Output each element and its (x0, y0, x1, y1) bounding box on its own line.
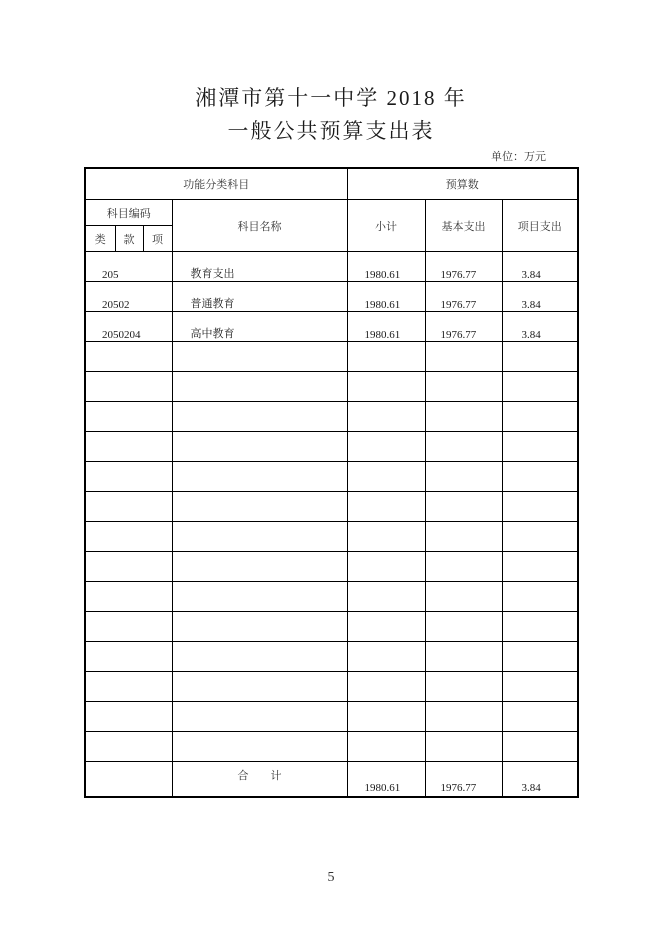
cell-name: 普通教育 (172, 282, 347, 312)
empty-cell (85, 522, 172, 552)
empty-cell (425, 582, 502, 612)
page-number: 5 (327, 870, 335, 885)
cell-code: 205 (85, 252, 172, 282)
empty-cell (347, 372, 425, 402)
empty-cell (347, 732, 425, 762)
empty-cell (85, 492, 172, 522)
header-code-item: 项 (143, 226, 172, 252)
cell-project: 3.84 (502, 312, 578, 342)
empty-row (85, 642, 578, 672)
empty-row (85, 582, 578, 612)
empty-cell (425, 552, 502, 582)
empty-cell (172, 462, 347, 492)
empty-cell (425, 702, 502, 732)
empty-cell (172, 372, 347, 402)
empty-cell (85, 552, 172, 582)
empty-cell (502, 582, 578, 612)
empty-row (85, 732, 578, 762)
empty-cell (425, 372, 502, 402)
empty-cell (502, 492, 578, 522)
budget-expenditure-table (84, 167, 579, 798)
total-project: 3.84 (502, 762, 578, 798)
empty-cell (85, 702, 172, 732)
empty-cell (347, 582, 425, 612)
empty-row (85, 372, 578, 402)
cell-basic: 1976.77 (425, 252, 502, 282)
empty-cell (347, 642, 425, 672)
empty-cell (172, 642, 347, 672)
document-title: 湘潭市第十一中学 2018 年 (195, 86, 467, 110)
empty-cell (85, 402, 172, 432)
empty-row (85, 462, 578, 492)
empty-cell (425, 492, 502, 522)
empty-cell (85, 342, 172, 372)
empty-cell (502, 642, 578, 672)
empty-row (85, 432, 578, 462)
cell-name: 高中教育 (172, 312, 347, 342)
empty-row (85, 402, 578, 432)
empty-cell (347, 462, 425, 492)
empty-cell (347, 522, 425, 552)
empty-cell (172, 522, 347, 552)
cell-project: 3.84 (502, 252, 578, 282)
empty-cell (425, 402, 502, 432)
empty-cell (502, 372, 578, 402)
total-subtotal: 1980.61 (347, 762, 425, 798)
empty-cell (502, 552, 578, 582)
empty-cell (85, 432, 172, 462)
empty-cell (347, 612, 425, 642)
empty-cell (425, 672, 502, 702)
empty-cell (502, 672, 578, 702)
total-basic: 1976.77 (425, 762, 502, 798)
empty-cell (172, 552, 347, 582)
empty-cell (502, 402, 578, 432)
header-project-expenditure: 项目支出 (502, 200, 578, 252)
empty-cell (172, 432, 347, 462)
empty-cell (172, 492, 347, 522)
header-code-class: 类 (85, 226, 115, 252)
empty-cell (425, 432, 502, 462)
empty-cell (425, 522, 502, 552)
cell-code: 20502 (85, 282, 172, 312)
empty-cell (425, 732, 502, 762)
empty-cell (502, 462, 578, 492)
empty-cell (172, 702, 347, 732)
empty-row (85, 522, 578, 552)
cell-project: 3.84 (502, 282, 578, 312)
empty-cell (347, 702, 425, 732)
empty-cell (172, 402, 347, 432)
cell-subtotal: 1980.61 (347, 312, 425, 342)
cell-basic: 1976.77 (425, 312, 502, 342)
table-row (85, 312, 578, 342)
total-label: 合 计 (172, 762, 347, 798)
total-code-cell (85, 762, 172, 798)
empty-cell (502, 702, 578, 732)
header-subject-name: 科目名称 (172, 200, 347, 252)
empty-cell (502, 432, 578, 462)
header-subtotal: 小计 (347, 200, 425, 252)
header-row-1 (85, 168, 578, 200)
empty-cell (85, 642, 172, 672)
cell-code: 2050204 (85, 312, 172, 342)
empty-cell (85, 582, 172, 612)
empty-cell (502, 522, 578, 552)
empty-row (85, 492, 578, 522)
empty-cell (425, 642, 502, 672)
empty-row (85, 612, 578, 642)
document-subtitle: 一般公共预算支出表 (227, 119, 435, 143)
empty-row (85, 672, 578, 702)
empty-cell (85, 372, 172, 402)
header-row-2 (85, 200, 578, 226)
table-row (85, 252, 578, 282)
total-row (85, 762, 578, 798)
header-code-section: 款 (115, 226, 143, 252)
empty-cell (347, 672, 425, 702)
header-budget-amount: 预算数 (347, 168, 578, 200)
empty-row (85, 552, 578, 582)
unit-label: 单位：万元 (491, 151, 546, 163)
empty-cell (425, 612, 502, 642)
empty-row (85, 342, 578, 372)
empty-cell (425, 462, 502, 492)
header-functional-category: 功能分类科目 (85, 168, 347, 200)
cell-name: 教育支出 (172, 252, 347, 282)
cell-basic: 1976.77 (425, 282, 502, 312)
empty-cell (347, 492, 425, 522)
empty-cell (502, 612, 578, 642)
empty-cell (172, 582, 347, 612)
empty-cell (347, 402, 425, 432)
empty-cell (85, 462, 172, 492)
header-subject-code: 科目编码 (85, 200, 172, 226)
empty-cell (85, 732, 172, 762)
empty-cell (85, 612, 172, 642)
empty-row (85, 702, 578, 732)
table-row (85, 282, 578, 312)
empty-cell (347, 342, 425, 372)
empty-cell (172, 672, 347, 702)
empty-cell (347, 552, 425, 582)
empty-cell (502, 342, 578, 372)
cell-subtotal: 1980.61 (347, 282, 425, 312)
empty-cell (85, 672, 172, 702)
empty-cell (347, 432, 425, 462)
empty-cell (172, 732, 347, 762)
header-basic-expenditure: 基本支出 (425, 200, 502, 252)
empty-cell (172, 612, 347, 642)
empty-cell (502, 732, 578, 762)
empty-cell (425, 342, 502, 372)
cell-subtotal: 1980.61 (347, 252, 425, 282)
empty-cell (172, 342, 347, 372)
